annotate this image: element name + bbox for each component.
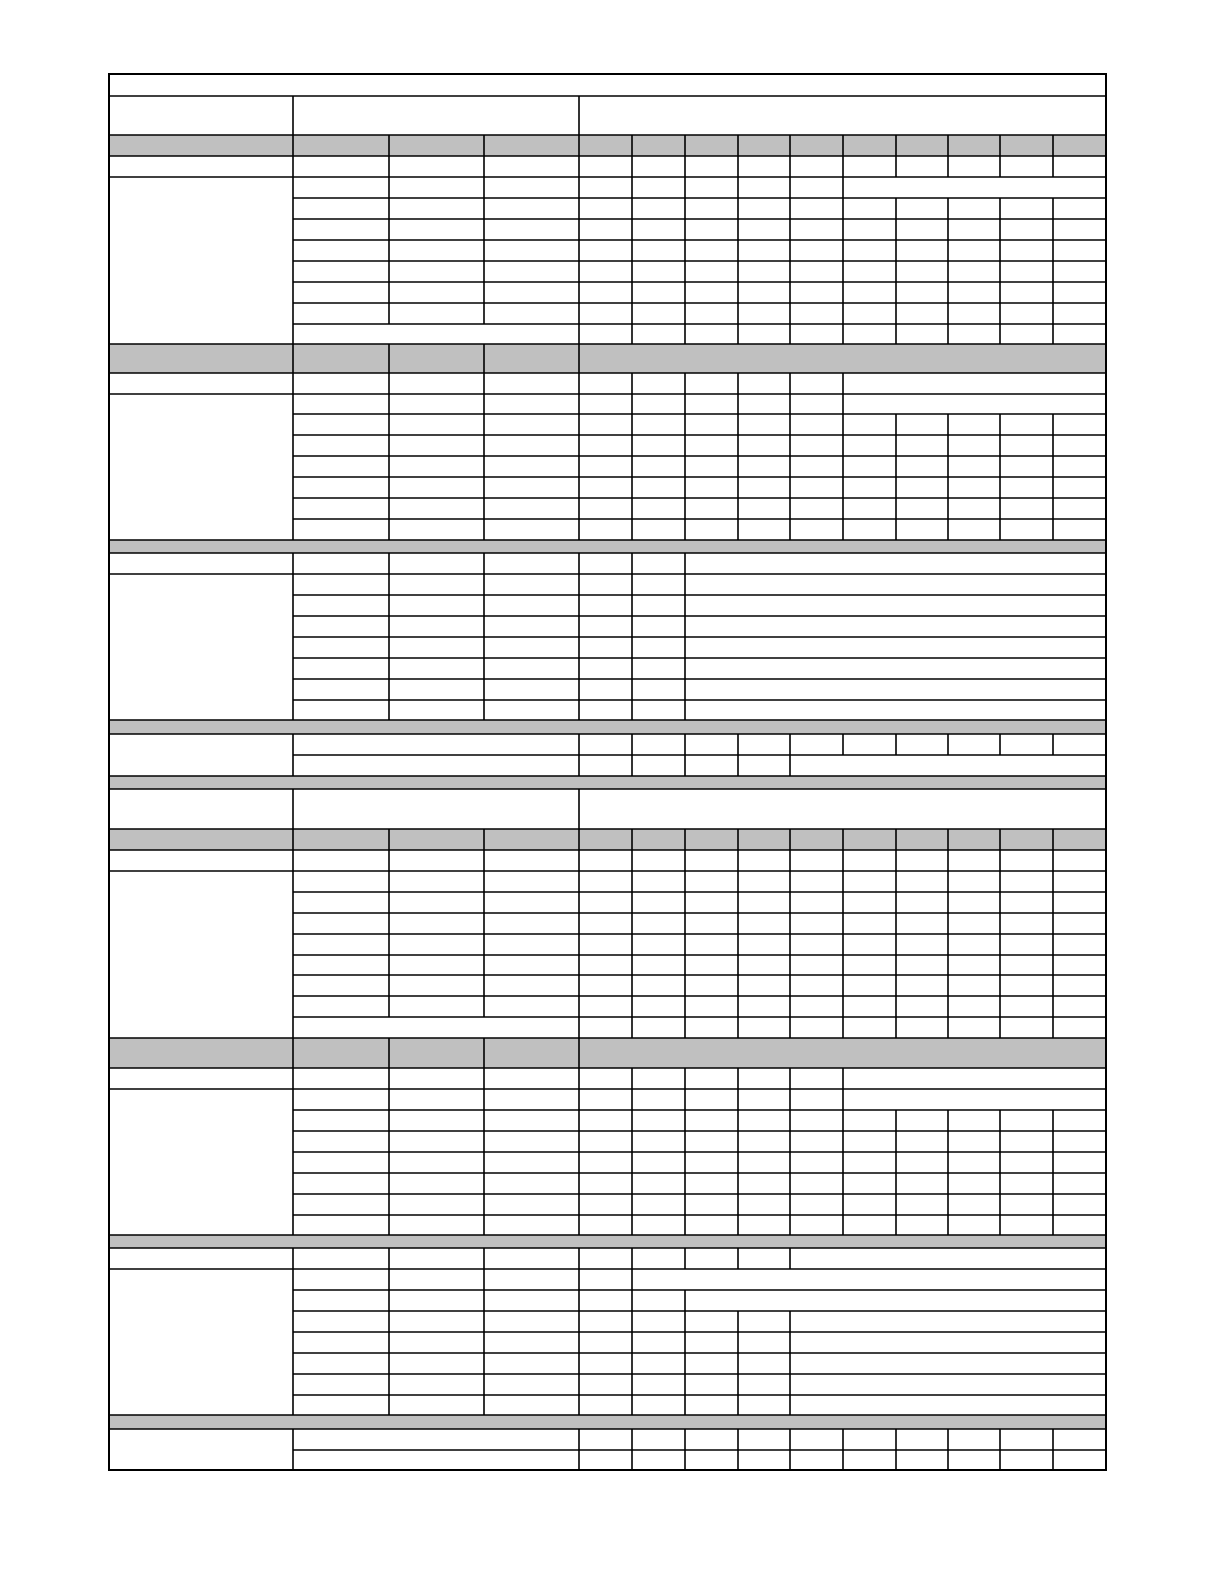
divider-band [109, 720, 1106, 734]
divider-band [109, 776, 1106, 789]
divider-band [109, 540, 1106, 553]
divider-band [109, 1415, 1106, 1429]
section-header-band [109, 344, 1106, 373]
section-header-band [109, 1038, 1106, 1068]
column-header-band [109, 829, 1106, 850]
outer-border [109, 74, 1106, 1470]
divider-band [109, 1235, 1106, 1248]
column-header-band [109, 135, 1106, 156]
